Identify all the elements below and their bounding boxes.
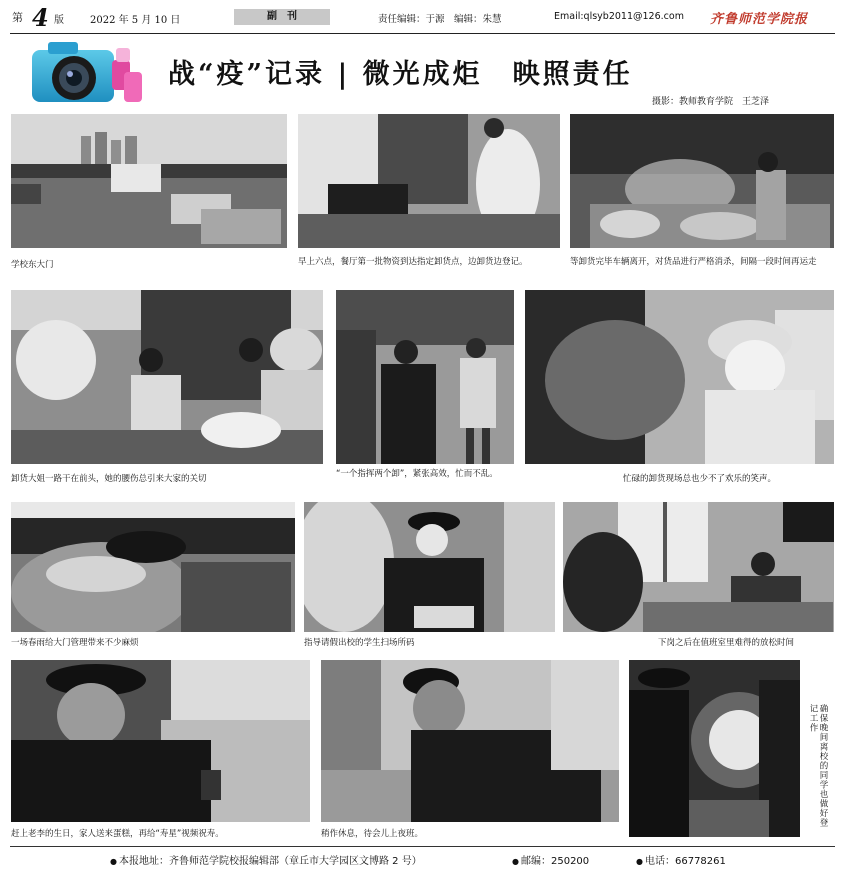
photo-evening-register <box>629 660 800 837</box>
photo-duty-room <box>563 502 834 632</box>
caption-7: 一场春雨给大门管理带来不少麻烦 <box>11 638 139 648</box>
caption-12: 确保晚间离校的同学也做好登记工作 <box>808 704 828 828</box>
photo-unloading-sister <box>11 290 323 464</box>
caption-2: 早上六点，餐厅第一批物资到达指定卸货点，边卸货边登记。 <box>298 257 528 267</box>
bullet-icon: ● <box>636 857 643 866</box>
top-strip <box>10 3 835 34</box>
page-headline: 战“疫”记录 | 微光成炬 映照责任 <box>168 59 633 90</box>
caption-3: 等卸货完毕车辆离开，对货品进行严格消杀，间隔一段时间再运走 <box>570 257 817 267</box>
footer-postcode <box>512 852 589 867</box>
page-prefix: 第 <box>12 11 23 24</box>
issue-date: 2022 年 5 月 10 日 <box>90 15 181 26</box>
email-line: Email:qlsyb2011@126.com <box>554 11 684 22</box>
caption-1: 学校东大门 <box>11 260 54 270</box>
bullet-icon: ● <box>110 857 117 866</box>
photo-spring-rain <box>11 502 295 632</box>
photo-unloading-registration <box>298 114 560 248</box>
footer-address <box>110 852 422 867</box>
page-suffix: 版 <box>54 15 64 26</box>
camera-icon <box>28 36 146 108</box>
footer-phone-text: 电话：66778261 <box>644 856 726 867</box>
photo-laughter <box>525 290 834 464</box>
caption-10: 赶上老李的生日，家人送来蛋糕，再给“寿星”视频祝寿。 <box>11 829 224 839</box>
caption-9: 下岗之后在值班室里难得的放松时间 <box>658 638 795 648</box>
editors-line: 责任编辑：于源 编辑：朱慧 <box>378 14 502 25</box>
footer-phone <box>636 852 726 867</box>
caption-4: 卸货大姐一路干在前头，她的腰伤总引来大家的关切 <box>11 474 207 484</box>
photo-scan-code <box>304 502 555 632</box>
bullet-icon: ● <box>512 857 519 866</box>
footer-divider <box>10 846 835 847</box>
photo-rest-night-shift <box>321 660 619 822</box>
caption-5: “一个指挥两个卸”，紧张高效，忙而不乱。 <box>336 469 498 479</box>
footer <box>0 846 845 868</box>
footer-address-text: 本报地址：齐鲁师范学院校报编辑部（章丘市大学园区文博路 2 号） <box>118 856 422 867</box>
photo-birthday-call <box>11 660 310 822</box>
caption-8: 指导请假出校的学生扫场所码 <box>304 638 415 648</box>
photo-disinfection <box>570 114 834 248</box>
section-label: 副 刊 <box>234 9 330 25</box>
caption-6: 忙碌的卸货现场总也少不了欢乐的笑声。 <box>623 474 777 484</box>
photo-credit: 摄影：教师教育学院 王芝泽 <box>652 97 770 107</box>
caption-11: 稍作休息，待会儿上夜班。 <box>321 829 424 839</box>
page-number: 4 <box>32 3 49 32</box>
top-divider <box>10 33 835 34</box>
footer-postcode-text: 邮编：250200 <box>520 856 590 867</box>
masthead-logo: 齐鲁师范学院报 <box>710 12 809 27</box>
photo-command-unload <box>336 290 514 464</box>
photo-school-east-gate <box>11 114 287 248</box>
